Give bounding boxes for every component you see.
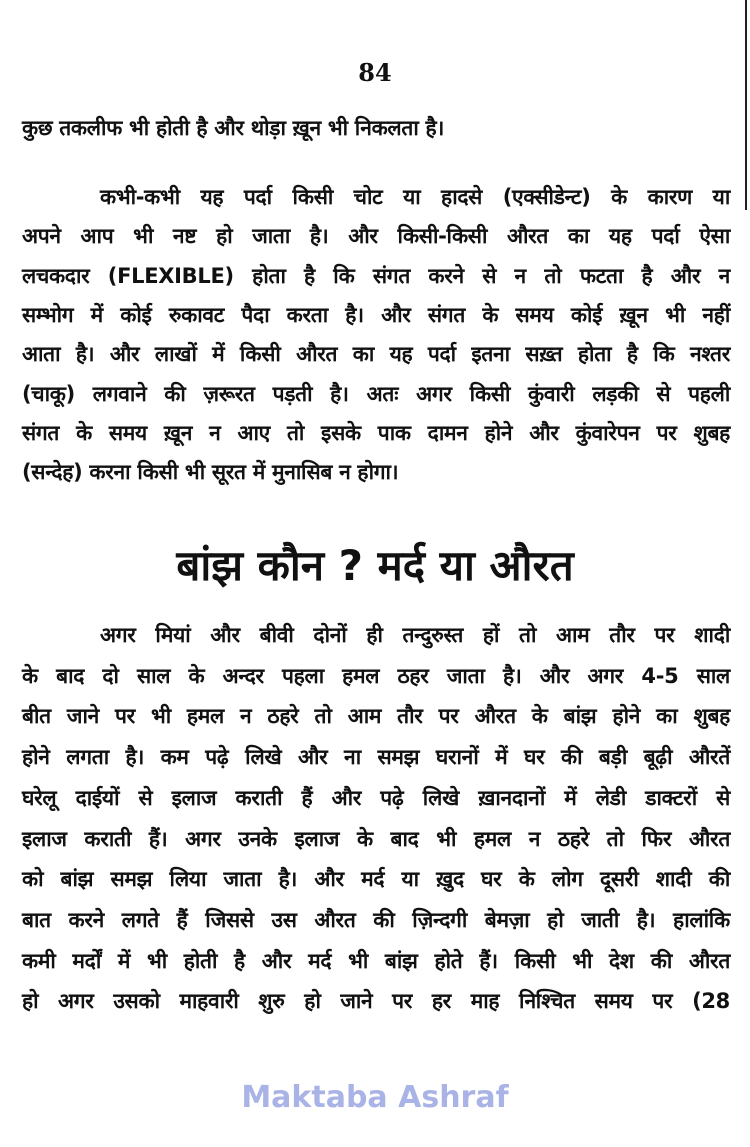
text-line: घरेलू दाईयों से इलाज कराती हैं और पढ़े लिखे ख़ानदानों में लेडी डाक्टरों से	[22, 785, 730, 810]
text-line: इलाज कराती हैं। अगर उनके इलाज के बाद भी हमल न ठहरे तो फिर औरत	[22, 826, 730, 851]
text-line: होने लगता है। कम पढ़े लिखे और ना समझ घरानों में घर की बड़ी बूढ़ी औरतें	[22, 745, 730, 770]
text-line: कमी मर्दों में भी होती है और मर्द भी बांझ होते हैं। किसी भी देश की औरत	[22, 948, 730, 973]
page-number: 84	[358, 58, 392, 87]
text-line: अपने आप भी नष्ट हो जाता है। और किसी-किसी औरत का यह पर्दा ऐसा	[22, 224, 730, 249]
text-line: हो अगर उसको माहवारी शुरु हो जाने पर हर माह निश्चित समय पर (28	[22, 989, 730, 1014]
text-line: बात करने लगते हैं जिससे उस औरत की ज़िन्दगी बेमज़ा हो जाती है। हालांकि	[22, 907, 730, 932]
text-line: को बांझ समझ लिया जाता है। और मर्द या ख़ुद घर के लोग दूसरी शादी की	[22, 867, 730, 892]
watermark: Maktaba Ashraf	[241, 1080, 509, 1115]
text-line: (चाकू) लगवाने की ज़रूरत पड़ती है। अतः अगर किसी कुंवारी लड़की से पहली	[22, 381, 730, 406]
text-line: आता है। और लाखों में किसी औरत का यह पर्दा इतना सख़्त होता है कि नश्तर	[22, 342, 730, 367]
section-heading: बांझ कौन ? मर्द या औरत	[176, 541, 574, 590]
text-line: सम्भोग में कोई रुकावट पैदा करता है। और संगत के समय कोई ख़ून भी नहीं	[22, 302, 730, 327]
text-line: अगर मियां और बीवी दोनों ही तन्दुरुस्त हों तो आम तौर पर शादी	[100, 623, 730, 647]
text-line: के बाद दो साल के अन्दर पहला हमल ठहर जाता है। और अगर 4-5 साल	[22, 663, 730, 688]
text-line: (सन्देह) करना किसी भी सूरत में मुनासिब न होगा।	[22, 460, 399, 485]
text-line: संगत के समय ख़ून न आए तो इसके पाक दामन होने और कुंवारेपन पर शुबह	[22, 420, 730, 445]
text-line: कुछ तकलीफ भी होती है और थोड़ा ख़ून भी निकलता है।	[22, 116, 444, 140]
page-edge-line	[745, 0, 747, 210]
text-line: कभी-कभी यह पर्दा किसी चोट या हादसे (एक्सीडेन्ट) के कारण या	[100, 185, 730, 209]
text-line: लचकदार (FLEXIBLE) होता है कि संगत करने से न तो फटता है और न	[22, 263, 730, 288]
text-line: बीत जाने पर भी हमल न ठहरे तो आम तौर पर औरत के बांझ होने का शुबह	[22, 704, 730, 729]
